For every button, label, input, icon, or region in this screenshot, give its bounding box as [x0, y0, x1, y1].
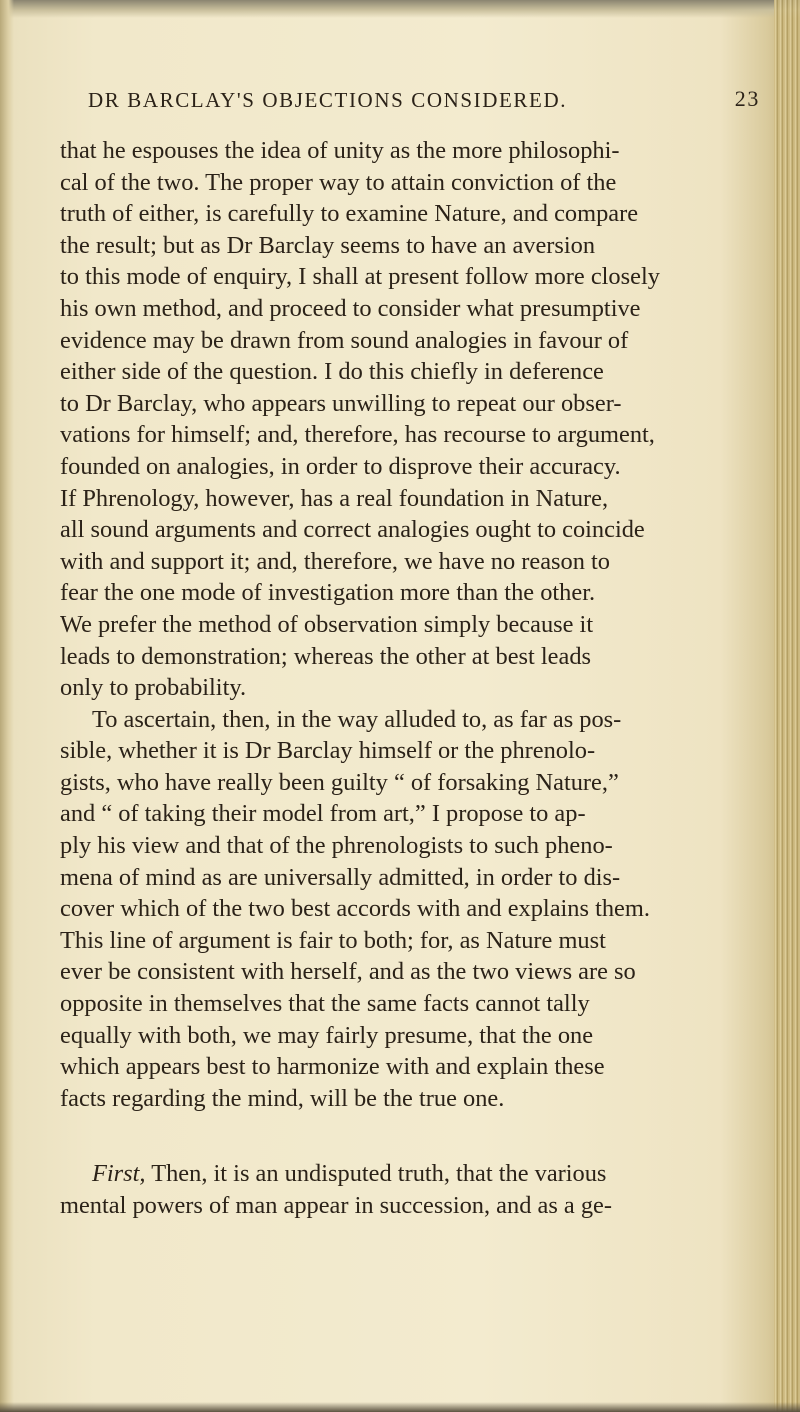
- text-line: which appears best to harmonize with and explain these: [60, 1053, 605, 1081]
- page-bottom-shadow: [0, 1402, 800, 1412]
- text-line: equally with both, we may fairly presume, that the one: [60, 1021, 594, 1049]
- text-line: sible, whether it is Dr Barclay himself or the phrenolo-: [60, 737, 596, 765]
- text-line: cal of the two. The proper way to attain conviction of the: [60, 168, 617, 196]
- text-line: truth of either, is carefully to examine Nature, and compare: [60, 200, 639, 228]
- text-line: [60, 1158, 780, 1190]
- text-line: evidence may be drawn from sound analogies in favour of: [60, 326, 629, 354]
- page-top-shadow: [0, 0, 800, 18]
- body-text: [60, 135, 780, 1222]
- paragraph-gap: [60, 1114, 780, 1158]
- text-line: mena of mind as are universally admitted, in order to dis-: [60, 863, 621, 891]
- text-line: This line of argument is fair to both; for, as Nature must: [60, 926, 606, 954]
- text-line: ply his view and that of the phrenologists to such pheno-: [60, 832, 613, 860]
- text-line: ever be consistent with herself, and as the two views are so: [60, 958, 636, 986]
- text-line: to this mode of enquiry, I shall at present follow more closely: [60, 263, 660, 291]
- first-label: First,: [92, 1160, 146, 1188]
- text-line: If Phrenology, however, has a real foundation in Nature,: [60, 484, 609, 512]
- text-line: facts regarding the mind, will be the true one.: [60, 1084, 505, 1112]
- text-line: To ascertain, then, in the way alluded to, as far as pos-: [92, 705, 622, 733]
- text-line: only to probability.: [60, 674, 247, 702]
- text-line: his own method, and proceed to consider what presumptive: [60, 294, 641, 322]
- text-line: with and support it; and, therefore, we have no reason to: [60, 547, 610, 575]
- text-line: founded on analogies, in order to disprove their accuracy.: [60, 452, 621, 480]
- text-line: to Dr Barclay, who appears unwilling to repeat our obser-: [60, 389, 622, 417]
- text-line: leads to demonstration; whereas the other at best leads: [60, 642, 592, 670]
- first-line-rest: Then, it is an undisputed truth, that the various: [145, 1160, 607, 1188]
- text-line: vations for himself; and, therefore, has recourse to argument,: [60, 421, 655, 449]
- text-line: We prefer the method of observation simply because it: [60, 610, 594, 638]
- text-line: that he espouses the idea of unity as the more philosophi-: [60, 137, 620, 164]
- text-line: either side of the question. I do this chiefly in deference: [60, 358, 604, 386]
- text-line: fear the one mode of investigation more than the other.: [60, 579, 596, 607]
- text-line: the result; but as Dr Barclay seems to have an aversion: [60, 231, 596, 259]
- text-line: all sound arguments and correct analogies ought to coincide: [60, 516, 645, 544]
- text-line: gists, who have really been guilty “ of forsaking Nature,”: [60, 768, 619, 796]
- text-line: opposite in themselves that the same facts cannot tally: [60, 990, 590, 1018]
- text-line: mental powers of man appear in succession, and as a ge-: [60, 1192, 612, 1219]
- page-left-gutter: [0, 0, 14, 1412]
- page-number: 23: [734, 86, 760, 111]
- running-title: DR BARCLAY'S OBJECTIONS CONSIDERED.: [88, 88, 568, 112]
- text-line: and “ of taking their model from art,” I propose to ap-: [60, 800, 586, 828]
- running-head: [88, 88, 760, 118]
- text-line: cover which of the two best accords with and explains them.: [60, 895, 650, 923]
